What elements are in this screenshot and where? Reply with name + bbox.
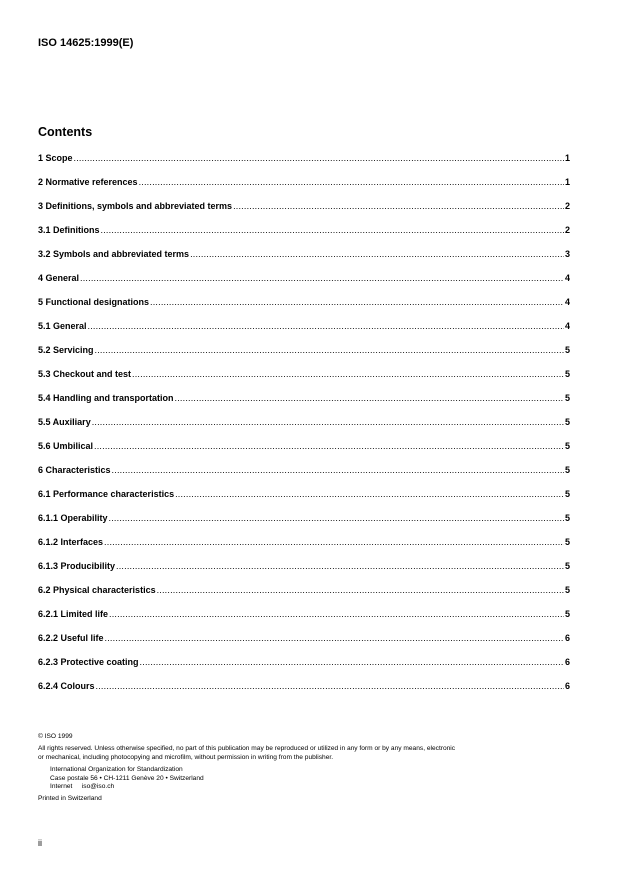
toc-entry-label: 5.4 Handling and transportation [38, 393, 174, 403]
toc-entry-label: 1 Scope [38, 153, 73, 163]
toc-entry[interactable] [38, 465, 570, 489]
toc-entry-label: 4 General [38, 273, 80, 283]
toc-entry-page: 6 [564, 681, 570, 691]
toc-entry-page: 5 [564, 441, 570, 451]
printed-in-line: Printed in Switzerland [38, 795, 102, 803]
toc-entry[interactable] [38, 321, 570, 345]
toc-entry[interactable] [38, 393, 570, 417]
dot-leader [101, 225, 564, 235]
copyright-footer [38, 733, 583, 804]
toc-entry[interactable] [38, 345, 570, 369]
dot-leader [157, 585, 564, 595]
toc-entry[interactable] [38, 633, 570, 657]
dot-leader [105, 633, 564, 643]
dot-leader [112, 465, 564, 475]
rights-text-line-1: All rights reserved. Unless otherwise specified, no part of this publication may be reproduced or utilized in any form or by any means, electronic [38, 745, 456, 753]
toc-entry-page: 4 [564, 273, 570, 283]
toc-entry-label: 5.6 Umbilical [38, 441, 94, 451]
toc-entry-page: 5 [564, 489, 570, 499]
toc-entry-label: 6.2.3 Protective coating [38, 657, 139, 667]
document-id-header: ISO 14625:1999(E) [38, 37, 134, 49]
toc-entry-page: 2 [564, 225, 570, 235]
toc-entry-page: 5 [564, 561, 570, 571]
toc-entry[interactable] [38, 657, 570, 681]
dot-leader [139, 177, 564, 187]
toc-entry-label: 5.3 Checkout and test [38, 369, 132, 379]
toc-entry[interactable] [38, 681, 570, 705]
toc-entry[interactable] [38, 561, 570, 585]
toc-entry[interactable] [38, 201, 570, 225]
dot-leader [95, 345, 564, 355]
dot-leader [96, 681, 564, 691]
toc-entry-label: 5.5 Auxiliary [38, 417, 91, 427]
toc-entry-label: 6.1.1 Operability [38, 513, 108, 523]
toc-entry-page: 4 [564, 297, 570, 307]
dot-leader [109, 513, 564, 523]
table-of-contents [38, 153, 570, 705]
toc-entry-label: 5.2 Servicing [38, 345, 94, 355]
toc-entry-label: 6.2.2 Useful life [38, 633, 104, 643]
dot-leader [132, 369, 564, 379]
dot-leader [116, 561, 564, 571]
dot-leader [109, 609, 564, 619]
dot-leader [94, 441, 564, 451]
internet-email-link[interactable]: iso@iso.ch [81, 783, 115, 791]
internet-contact [38, 783, 583, 791]
toc-entry-page: 5 [564, 537, 570, 547]
dot-leader [104, 537, 564, 547]
toc-entry-page: 5 [564, 369, 570, 379]
toc-entry-page: 5 [564, 513, 570, 523]
toc-entry-label: 3.2 Symbols and abbreviated terms [38, 249, 190, 259]
toc-entry[interactable] [38, 585, 570, 609]
toc-entry[interactable] [38, 609, 570, 633]
toc-entry-page: 5 [564, 609, 570, 619]
organization-name: International Organization for Standardization [50, 766, 183, 774]
toc-entry-label: 5 Functional designations [38, 297, 150, 307]
toc-entry-page: 5 [564, 417, 570, 427]
toc-entry-page: 5 [564, 393, 570, 403]
toc-entry[interactable] [38, 273, 570, 297]
dot-leader [233, 201, 564, 211]
toc-entry-page: 6 [564, 657, 570, 667]
toc-entry-label: 5.1 General [38, 321, 87, 331]
toc-entry-label: 6.1.2 Interfaces [38, 537, 104, 547]
dot-leader [92, 417, 564, 427]
dot-leader [74, 153, 564, 163]
toc-entry-label: 6.2 Physical characteristics [38, 585, 156, 595]
toc-entry-page: 1 [564, 177, 570, 187]
dot-leader [175, 393, 564, 403]
toc-entry[interactable] [38, 417, 570, 441]
toc-entry-page: 3 [564, 249, 570, 259]
page-number: ii [38, 838, 42, 848]
toc-entry[interactable] [38, 441, 570, 465]
toc-entry-label: 6.2.1 Limited life [38, 609, 109, 619]
toc-entry-page: 1 [564, 153, 570, 163]
internet-label: Internet [50, 783, 73, 791]
dot-leader [175, 489, 564, 499]
toc-entry-page: 5 [564, 585, 570, 595]
toc-entry-page: 2 [564, 201, 570, 211]
dot-leader [150, 297, 564, 307]
toc-entry[interactable] [38, 177, 570, 201]
toc-entry-page: 6 [564, 633, 570, 643]
toc-entry[interactable] [38, 489, 570, 513]
toc-entry-label: 6.1 Performance characteristics [38, 489, 175, 499]
toc-entry[interactable] [38, 297, 570, 321]
toc-entry[interactable] [38, 249, 570, 273]
toc-entry-label: 2 Normative references [38, 177, 138, 187]
toc-entry-label: 6 Characteristics [38, 465, 111, 475]
toc-entry[interactable] [38, 369, 570, 393]
toc-entry-page: 5 [564, 465, 570, 475]
toc-entry-page: 4 [564, 321, 570, 331]
toc-entry-label: 3 Definitions, symbols and abbreviated terms [38, 201, 233, 211]
toc-entry-label: 6.1.3 Producibility [38, 561, 116, 571]
toc-entry-label: 6.2.4 Colours [38, 681, 95, 691]
contents-heading: Contents [38, 125, 93, 139]
dot-leader [80, 273, 564, 283]
dot-leader [140, 657, 564, 667]
organization-address: Case postale 56 • CH-1211 Genève 20 • Switzerland [50, 774, 204, 782]
dot-leader [190, 249, 564, 259]
toc-entry[interactable] [38, 153, 570, 177]
toc-entry[interactable] [38, 225, 570, 249]
toc-entry[interactable] [38, 537, 570, 561]
toc-entry-label: 3.1 Definitions [38, 225, 100, 235]
dot-leader [88, 321, 564, 331]
toc-entry[interactable] [38, 513, 570, 537]
rights-text-line-2: or mechanical, including photocopying and microfilm, without permission in writing from the publisher. [38, 753, 334, 761]
copyright-line: © ISO 1999 [38, 733, 73, 740]
toc-entry-page: 5 [564, 345, 570, 355]
